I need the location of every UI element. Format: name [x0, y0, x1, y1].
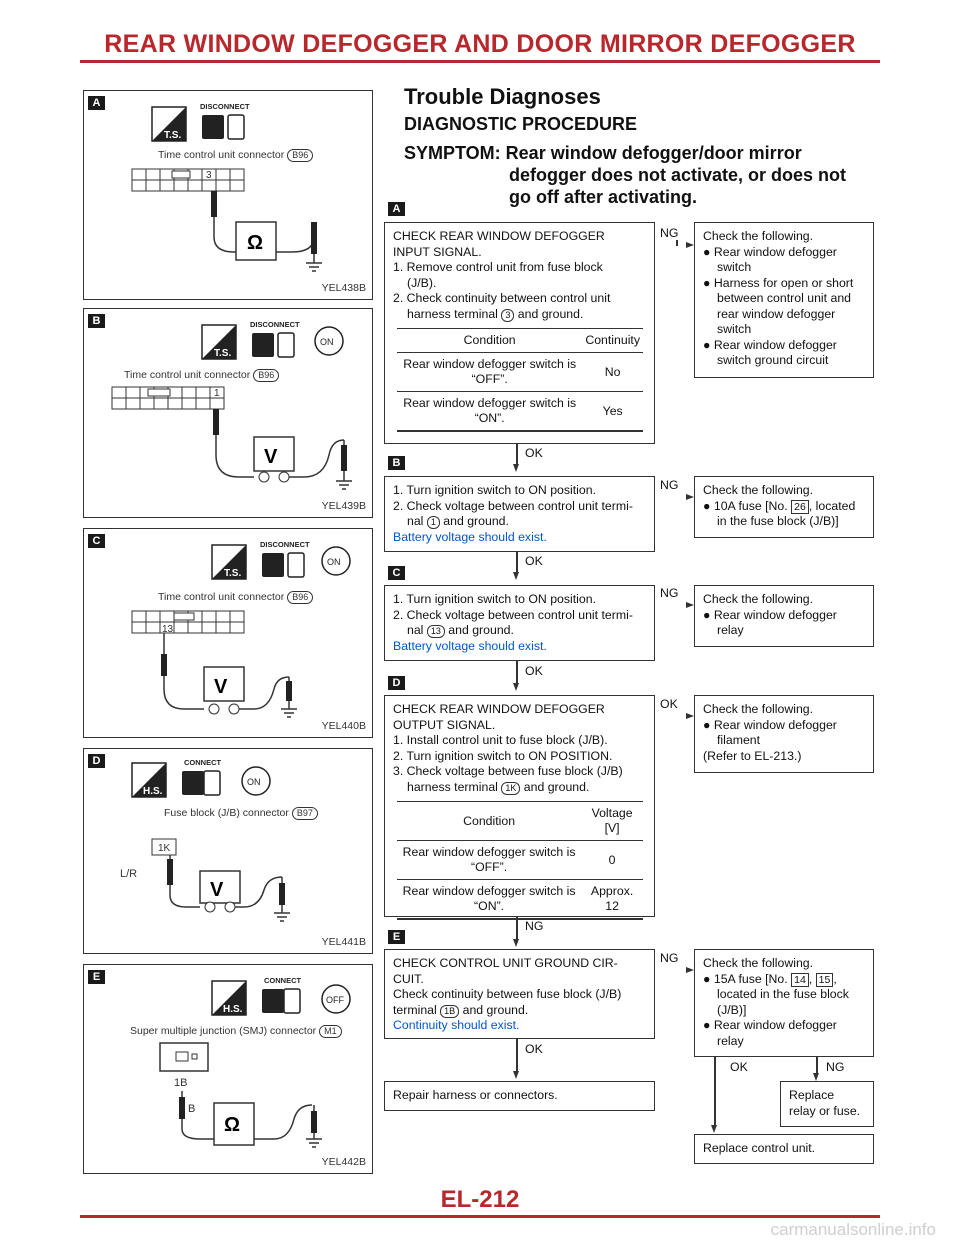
svg-text:ON: ON	[327, 557, 341, 567]
connector-badge: M1	[319, 1025, 342, 1038]
step-c-box: 1. Turn ignition switch to ON position. 2. Check voltage between control unit termi- nal 13 and ground. Battery voltage should exist.	[384, 585, 655, 661]
step-tag: C	[388, 566, 405, 580]
step-b-result: Check the following. ● 10A fuse [No. 26 , located in the fuse block (J/B)]	[694, 476, 874, 538]
terminal-badge: 13	[427, 625, 445, 638]
ok-label: OK	[525, 446, 543, 460]
ng-label: NG	[525, 919, 544, 933]
condition-table: Condition Continuity Rear window defogger switch is “OFF”. No Rear window defogger switch is “ON”. Yes	[397, 328, 643, 432]
svg-text:1K: 1K	[158, 843, 171, 854]
arrow-right	[686, 967, 694, 973]
svg-text:T.S.: T.S.	[214, 348, 232, 359]
step-a-result: Check the following. ● Rear window defogger switch ● Harness for open or short between control unit and rear window defogger switch ● Rear window defogger switch ground circuit	[694, 222, 874, 378]
figure-a	[83, 90, 373, 300]
step-tag: A	[388, 202, 405, 216]
figure-caption: Time control unit connector B96	[124, 369, 279, 382]
voltage-diagram	[124, 609, 364, 719]
svg-text:B: B	[188, 1103, 196, 1115]
ok-label: OK	[660, 697, 678, 711]
ok-label: OK	[525, 664, 543, 678]
arrow-right	[686, 242, 694, 248]
arrow-down	[513, 464, 519, 472]
step-d-result: Check the following. ● Rear window defogger filament (Refer to EL-213.)	[694, 695, 874, 773]
figure-e	[83, 964, 373, 1174]
connector-badge: B96	[287, 591, 313, 604]
figure-caption: Super multiple junction (SMJ) connector M1	[130, 1025, 342, 1038]
svg-text:V: V	[214, 676, 228, 698]
svg-text:OFF: OFF	[326, 995, 344, 1005]
symptom-heading: SYMPTOM: Rear window defogger/door mirror defogger does not activate, or does not go off after activating.	[404, 143, 847, 207]
arrow-right	[686, 713, 694, 719]
step-a-box: CHECK REAR WINDOW DEFOGGER INPUT SIGNAL. 1. Remove control unit from fuse block (J/B). 2. Check continuity between control unit harness terminal 3 and ground. Condition Continuity Rear window defogger switch is “OFF”. No Rear window defogger switch is “ON”. Yes	[384, 222, 655, 444]
connector-badge: B96	[253, 369, 279, 382]
step-tag: B	[388, 456, 405, 470]
connect-hs-icon	[204, 971, 364, 1017]
voltage-diagram	[104, 385, 364, 495]
connector-badge: B97	[292, 807, 318, 820]
svg-text:V: V	[264, 446, 278, 468]
ok-label: OK	[525, 1042, 543, 1056]
svg-text:DISCONNECT: DISCONNECT	[200, 102, 250, 111]
arrow-down	[513, 572, 519, 580]
figure-caption: Time control unit connector B96	[158, 591, 313, 604]
svg-text:H.S.: H.S.	[223, 1004, 243, 1015]
svg-text:1: 1	[214, 388, 220, 399]
figure-caption: Fuse block (J/B) connector B97	[164, 807, 318, 820]
terminal-badge: 3	[501, 309, 514, 322]
step-tag: E	[388, 930, 405, 944]
arrow-down	[513, 683, 519, 691]
figure-caption: Time control unit connector B96	[158, 149, 313, 162]
figure-code: YEL439B	[321, 500, 366, 512]
figure-tag: D	[88, 754, 105, 768]
svg-text:1B: 1B	[174, 1077, 188, 1089]
connector-badge: B96	[287, 149, 313, 162]
section-subtitle: DIAGNOSTIC PROCEDURE	[404, 114, 638, 134]
figure-code: YEL441B	[321, 936, 366, 948]
section-header: REAR WINDOW DEFOGGER AND DOOR MIRROR DEFOGGER	[104, 30, 856, 58]
arrow-down	[813, 1073, 819, 1081]
figure-d	[83, 748, 373, 954]
step-b-box: 1. Turn ignition switch to ON position. 2. Check voltage between control unit termi- nal 1 and ground. Battery voltage should exist.	[384, 476, 655, 552]
ng-label: NG	[660, 226, 679, 240]
step-c-result: Check the following. ● Rear window defogger relay	[694, 585, 874, 647]
arrow-right	[686, 494, 694, 500]
step-e-box: CHECK CONTROL UNIT GROUND CIR- CUIT. Check continuity between fuse block (J/B) terminal 1B and ground. Continuity should exist.	[384, 949, 655, 1039]
ok-label: OK	[525, 554, 543, 568]
page-number: EL-212	[440, 1186, 520, 1213]
voltage-diagram	[120, 835, 364, 935]
ng-label: NG	[826, 1060, 845, 1074]
replace-relay-box: Replace relay or fuse.	[780, 1081, 874, 1127]
svg-text:H.S.: H.S.	[143, 786, 163, 797]
replace-unit-box: Replace control unit.	[694, 1134, 874, 1164]
arrow-down	[513, 939, 519, 947]
continuity-diagram	[124, 167, 364, 277]
svg-text:CONNECT: CONNECT	[184, 758, 222, 767]
figure-c	[83, 528, 373, 738]
svg-text:T.S.: T.S.	[224, 568, 242, 579]
svg-text:DISCONNECT: DISCONNECT	[250, 320, 300, 329]
watermark: carmanualsonline.info	[770, 1220, 936, 1239]
figure-tag: E	[88, 970, 105, 984]
svg-text:CONNECT: CONNECT	[264, 976, 302, 985]
page-title: Trouble Diagnoses	[404, 84, 601, 109]
header-rule	[80, 60, 880, 63]
ok-label: OK	[730, 1060, 748, 1074]
step-d-box: CHECK REAR WINDOW DEFOGGER OUTPUT SIGNAL. 1. Install control unit to fuse block (J/B). 2. Turn ignition switch to ON POSITION. 3. Check voltage between fuse block (J/B) harness terminal 1K and ground. Condition Voltage [V] Rear window defogger switch is “OFF”. 0 Rear window defogger switch is “ON”. Approx. 12	[384, 695, 655, 917]
step-tag: D	[388, 676, 405, 690]
svg-text:Ω: Ω	[247, 232, 264, 254]
disconnect-ts-icon	[204, 535, 364, 581]
ng-label: NG	[660, 478, 679, 492]
terminal-badge: 1K	[501, 782, 520, 795]
figure-code: YEL440B	[321, 720, 366, 732]
continuity-diagram	[124, 1039, 364, 1155]
ng-label: NG	[660, 586, 679, 600]
arrow-down	[711, 1125, 717, 1133]
svg-text:ON: ON	[247, 777, 261, 787]
connect-hs-icon	[124, 753, 304, 799]
condition-table: Condition Voltage [V] Rear window defogger switch is “OFF”. 0 Rear window defogger switch is “ON”. Approx. 12	[397, 801, 643, 920]
ng-label: NG	[660, 951, 679, 965]
svg-text:V: V	[210, 879, 224, 901]
terminal-badge: 1	[427, 516, 440, 529]
figure-b	[83, 308, 373, 518]
svg-text:T.S.: T.S.	[164, 130, 182, 141]
svg-text:Ω: Ω	[224, 1114, 241, 1136]
svg-text:DISCONNECT: DISCONNECT	[260, 540, 310, 549]
svg-text:L/R: L/R	[120, 868, 138, 880]
disconnect-ts-icon	[194, 315, 364, 361]
repair-box: Repair harness or connectors.	[384, 1081, 655, 1111]
svg-text:ON: ON	[320, 337, 334, 347]
step-e-result: Check the following. ● 15A fuse [No. 14 , 15 , located in the fuse block (J/B)] ● Rear window defogger relay	[694, 949, 874, 1057]
svg-text:3: 3	[206, 170, 212, 181]
svg-text:13: 13	[162, 624, 174, 635]
figure-code: YEL438B	[321, 282, 366, 294]
terminal-badge: 1B	[440, 1005, 459, 1018]
arrow-down	[513, 1071, 519, 1079]
disconnect-ts-icon	[144, 97, 324, 143]
figure-tag: C	[88, 534, 105, 548]
figure-code: YEL442B	[321, 1156, 366, 1168]
figure-tag: B	[88, 314, 105, 328]
footer-rule	[80, 1215, 880, 1218]
arrow-right	[686, 602, 694, 608]
figure-tag: A	[88, 96, 105, 110]
